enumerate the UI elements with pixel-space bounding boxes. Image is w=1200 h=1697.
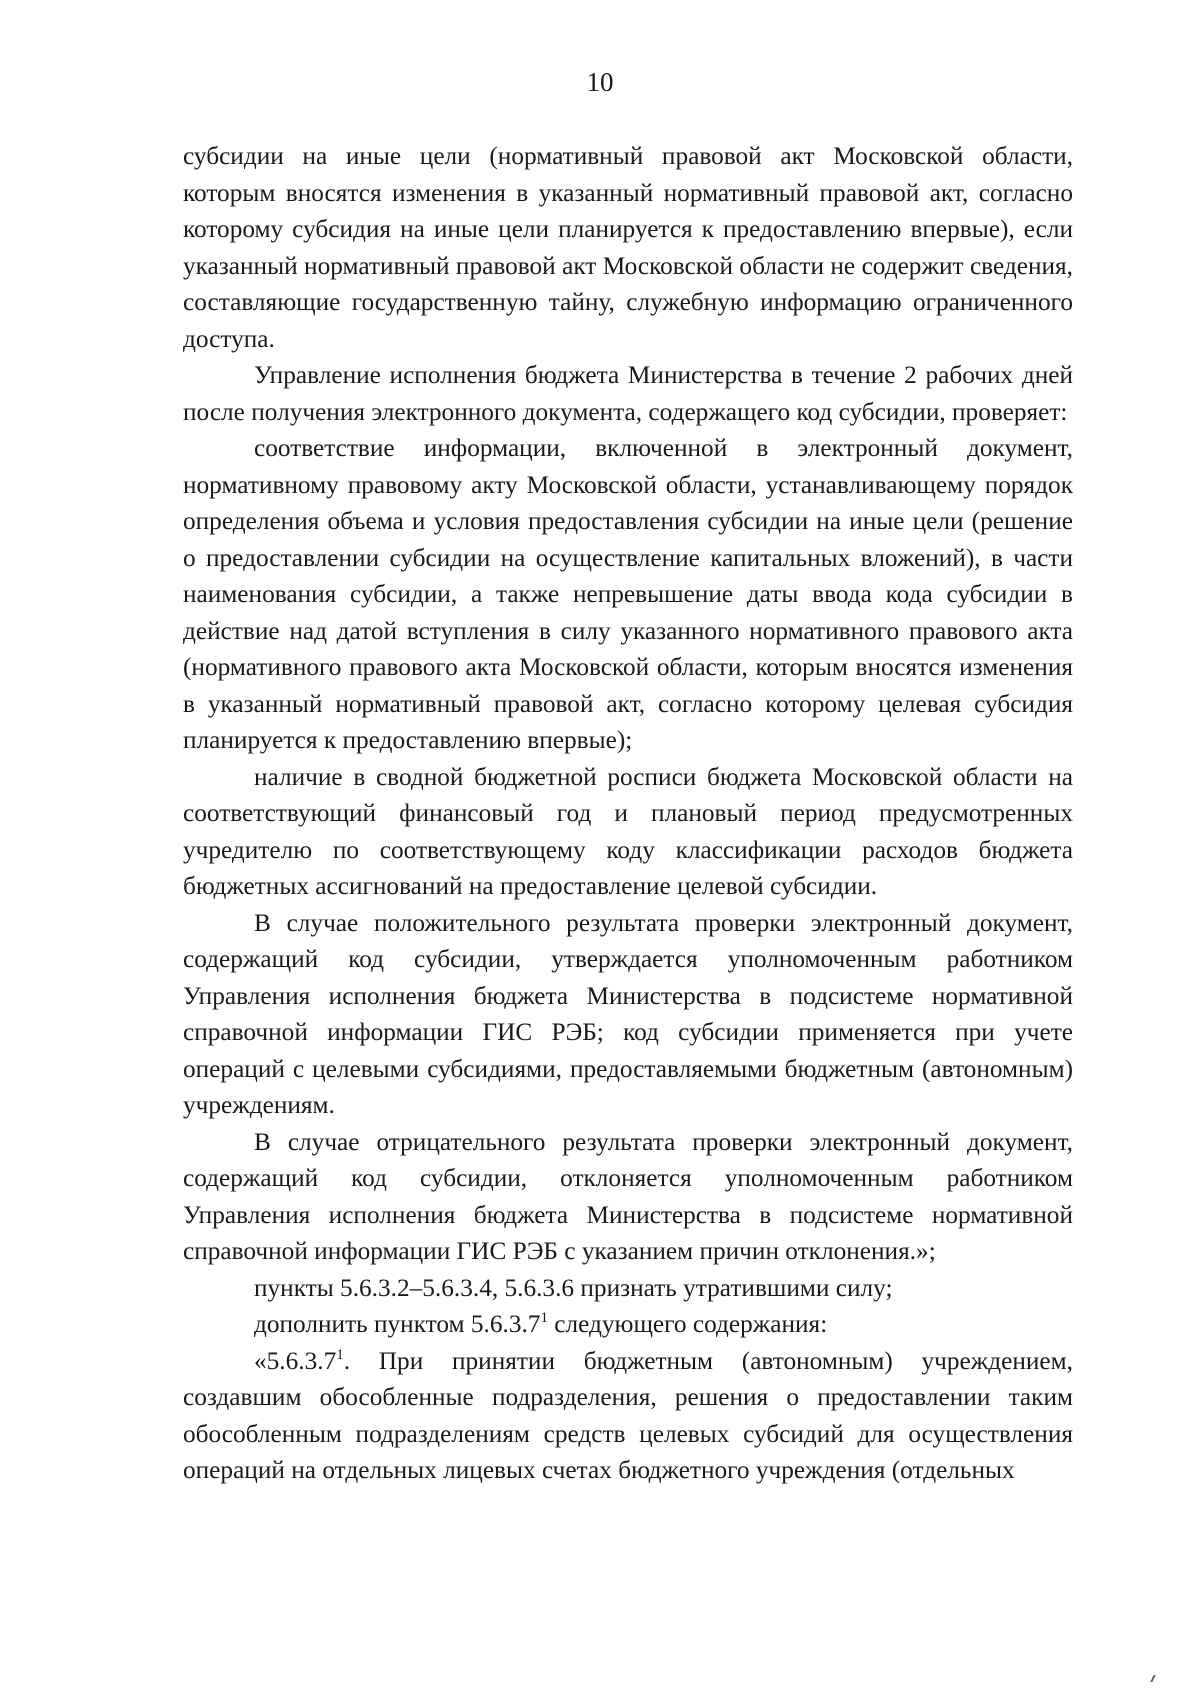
page-number: 10 — [586, 67, 614, 97]
paragraph-availability: наличие в сводной бюджетной росписи бюджета Московской области на соответствующий финансовый год и плановый период предусмотренных учредителю по соответствующему коду классификации расходов бюджета бюджетных ассигнований на предоставление целевой субсидии. — [183, 762, 1073, 900]
clause-superscript: 1 — [336, 1346, 344, 1363]
paragraph-repeal: пункты 5.6.3.2–5.6.3.4, 5.6.3.6 признать утратившими силу; — [254, 1273, 893, 1302]
supplement-text-before: дополнить пунктом 5.6.3.7 — [254, 1310, 541, 1338]
paragraph-supplement — [183, 1306, 1073, 1343]
paragraph-conformity: соответствие информации, включенной в электронный документ, нормативному правовому акту Московской области, устанавливающему порядок определения объема и условия предоставления субсидии на иные цели (решение о предоставлении субсидии на осуществление капитальных вложений), в части наименования субсидии, а также непревышение даты ввода кода субсидии в действие над датой вступления в силу указанного нормативного правового акта (нормативного правового акта Московской области, которым вносятся изменения в указанный нормативный правовой акт, согласно которому целевая субсидия планируется к предоставлению впервые); — [183, 434, 1073, 754]
paragraph-budget-check: Управление исполнения бюджета Министерства в течение 2 рабочих дней после получения электронного документа, содержащего код субсидии, проверяет: — [183, 361, 1073, 426]
document-body — [183, 138, 1073, 1489]
paragraph-negative-result: В случае отрицательного результата проверки электронный документ, содержащий код субсидии, отклоняется уполномоченным работником Управления исполнения бюджета Министерства в подсистеме нормативной справочной информации ГИС РЭБ с указанием причин отклонения.»; — [183, 1127, 1073, 1265]
supplement-text-after: следующего содержания: — [547, 1310, 828, 1338]
paragraph-new-clause — [183, 1343, 1073, 1489]
scan-speck — [1150, 1675, 1158, 1682]
clause-text: . При принятии бюджетным (автономным) учреждением, создавшим обособленные подразделения, решения о предоставлении таким обособленным подразделениям средств целевых субсидий для осуществления операций на отдельных лицевых счетах бюджетного учреждения (отдельных — [183, 1346, 1073, 1484]
clause-number: «5.6.3.7 — [254, 1346, 337, 1375]
paragraph-positive-result: В случае положительного результата проверки электронный документ, содержащий код субсидии, утверждается уполномоченным работником Управления исполнения бюджета Министерства в подсистеме нормативной справочной информации ГИС РЭБ; код субсидии применяется при учете операций с целевыми субсидиями, предоставляемыми бюджетным (автономным) учреждениям. — [183, 908, 1073, 1119]
paragraph-continuation: субсидии на иные цели (нормативный правовой акт Московской области, которым вносятся изменения в указанный нормативный правовой акт, согласно которому субсидия на иные цели планируется к предоставлению впервые), если указанный нормативный правовой акт Московской области не содержит сведения, составляющие государственную тайну, служебную информацию ограниченного доступа. — [183, 142, 1073, 353]
supplement-superscript: 1 — [540, 1310, 548, 1326]
